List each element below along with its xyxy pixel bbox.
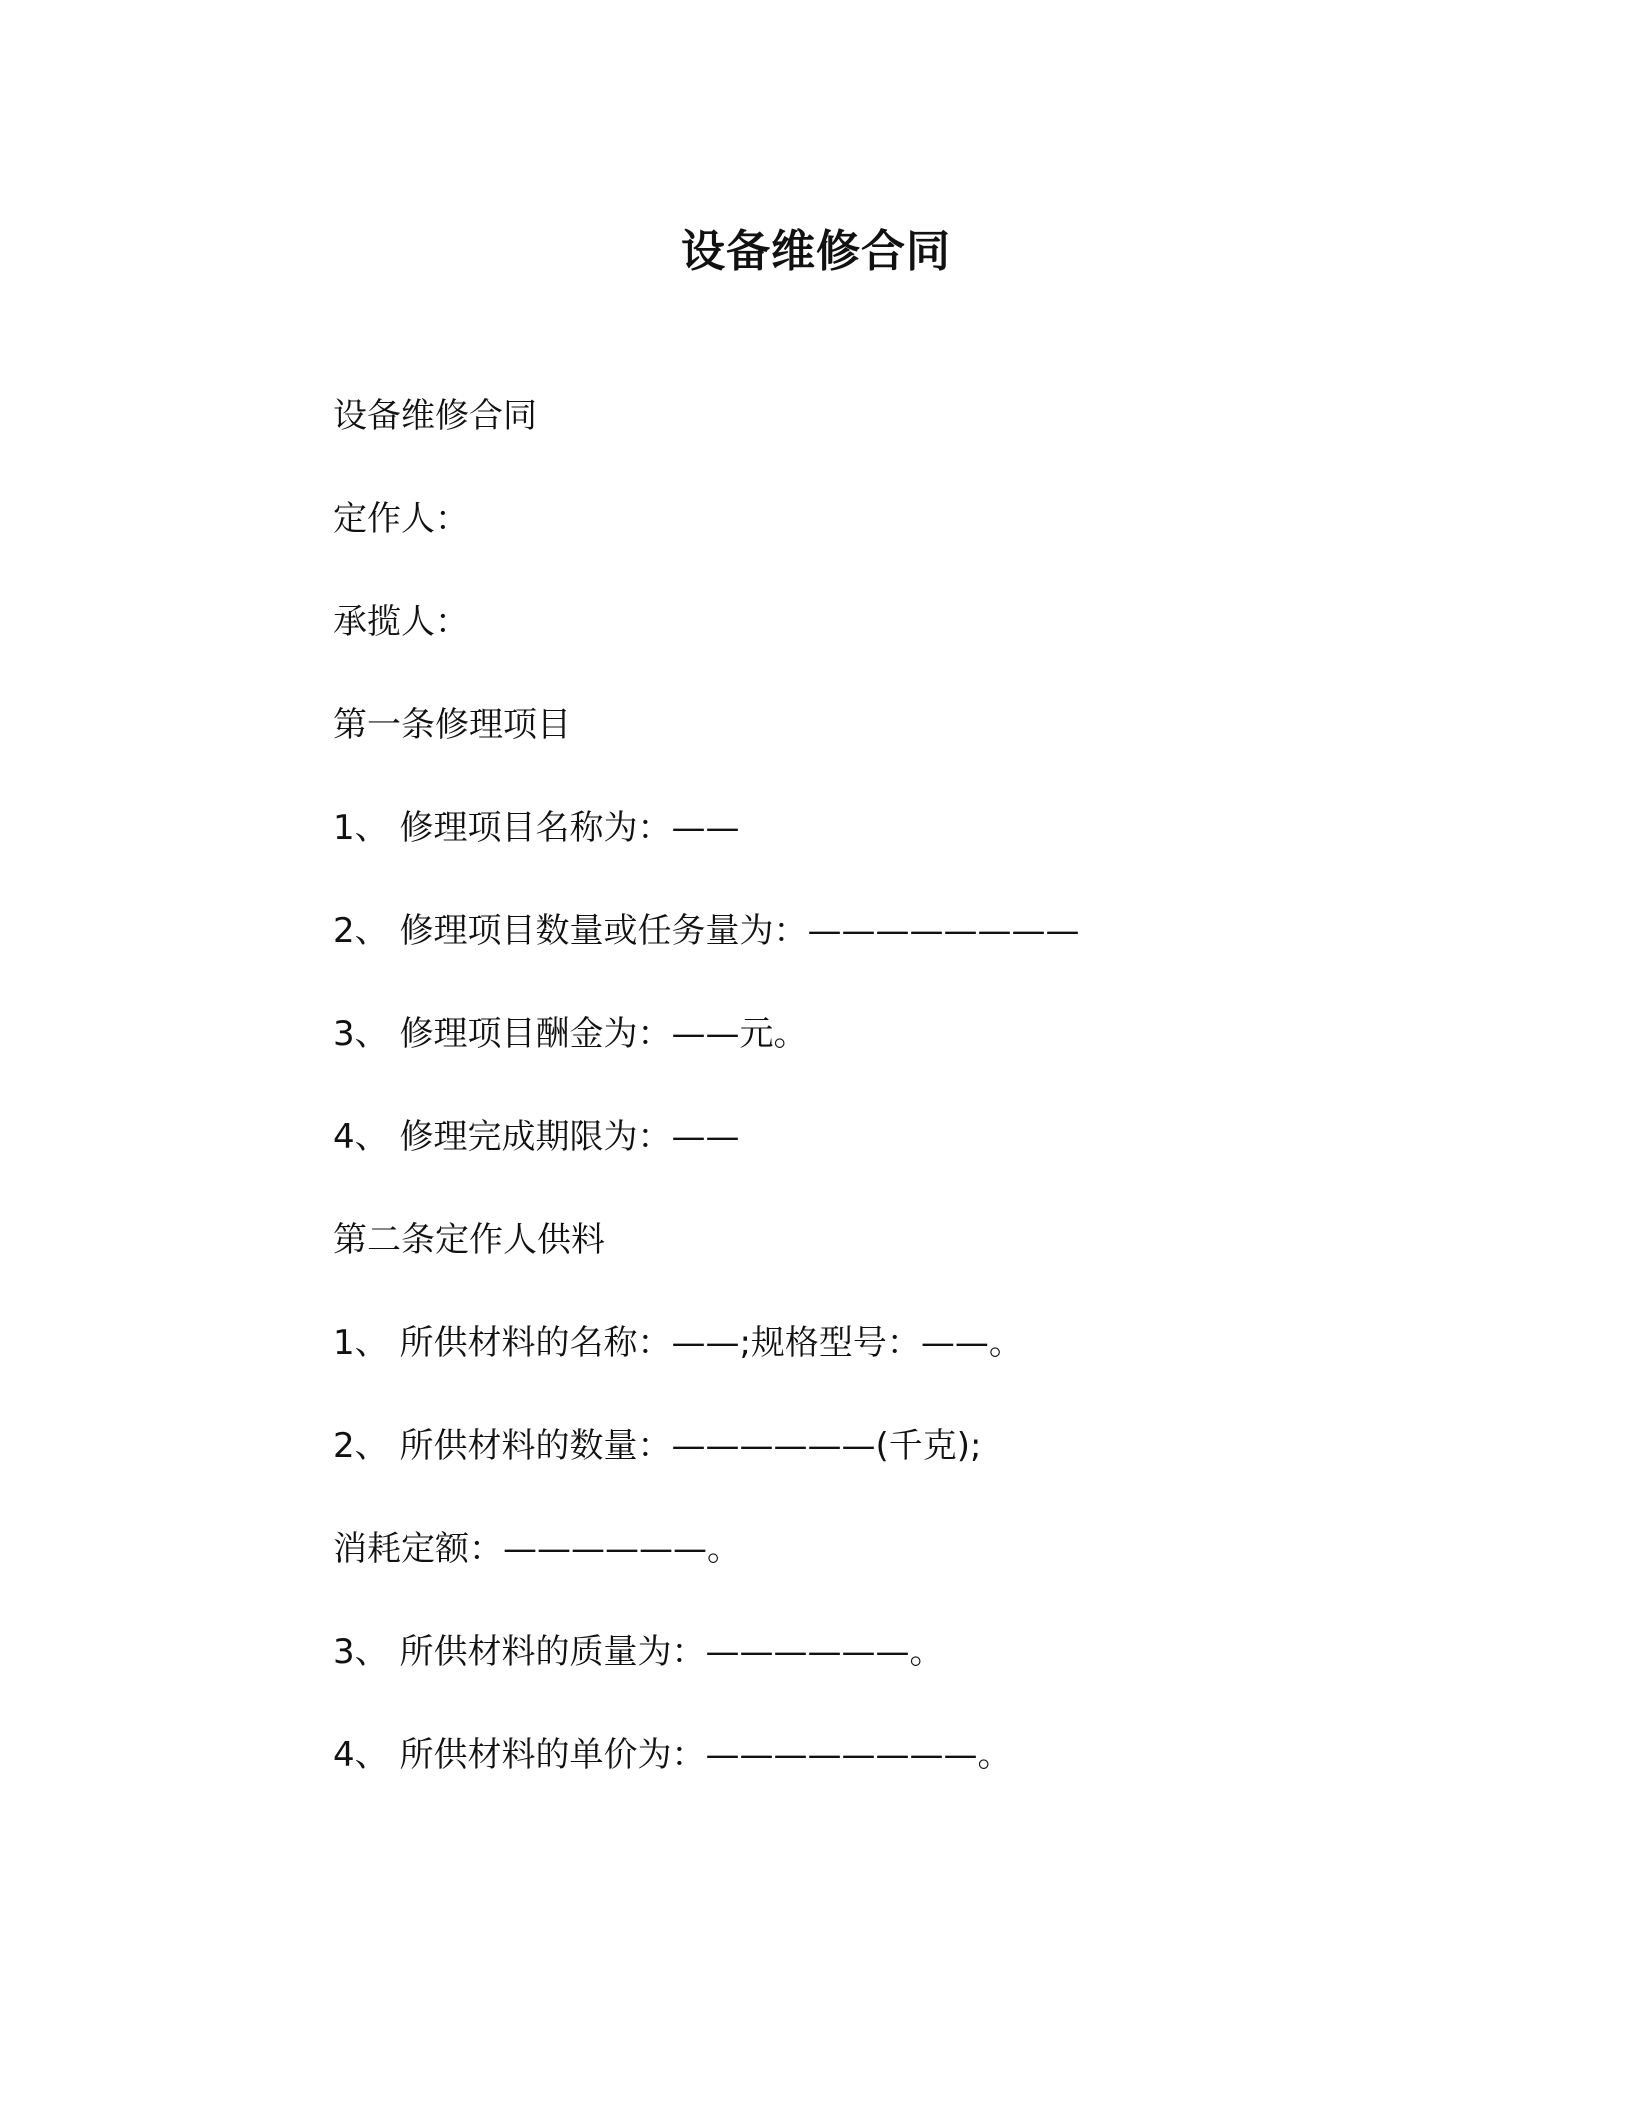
article-1-item-3: 3、 修理项目酬金为：——元。 (333, 1014, 808, 1054)
document-body (333, 392, 1433, 1834)
article-1-item-4: 4、 修理完成期限为：—— (333, 1117, 740, 1157)
article-1-item-2: 2、 修理项目数量或任务量为：———————— (333, 911, 1080, 951)
document-title: 设备维修合同 (681, 226, 951, 277)
subtitle-line: 设备维修合同 (333, 396, 537, 436)
article-2-item-3: 3、 所供材料的质量为：——————。 (333, 1632, 944, 1672)
article-1-item-1: 1、 修理项目名称为：—— (333, 808, 740, 848)
consumption-quota-line: 消耗定额：——————。 (333, 1529, 741, 1569)
article-2-item-4: 4、 所供材料的单价为：————————。 (333, 1735, 1012, 1775)
article-2-item-1: 1、 所供材料的名称：——;规格型号：——。 (333, 1323, 1023, 1363)
party-client-line: 定作人： (333, 499, 469, 539)
article-2-heading: 第二条定作人供料 (333, 1220, 605, 1260)
article-1-heading: 第一条修理项目 (333, 705, 571, 745)
article-2-item-2: 2、 所供材料的数量：——————(千克); (333, 1426, 982, 1466)
party-contractor-line: 承揽人： (333, 602, 469, 642)
